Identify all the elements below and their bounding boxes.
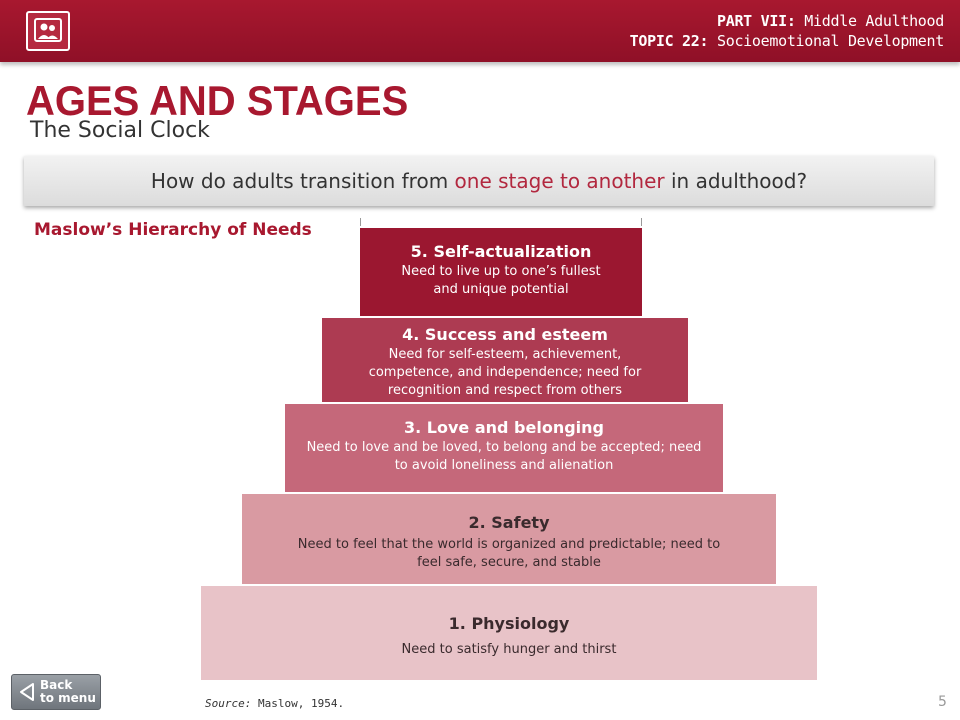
question-text: How do adults transition from one stage to another in adulthood?: [150, 169, 808, 193]
pyramid-level-5: [360, 226, 642, 316]
pyramid-edge-tick: [641, 218, 642, 226]
pyramid-edge-tick: [360, 218, 361, 226]
question-banner: [24, 156, 934, 206]
pyramid-level-1: [201, 584, 817, 680]
part-heading: PART VII: Middle Adulthood: [716, 12, 944, 30]
level-title: 5. Self-actualization: [410, 242, 592, 261]
level-description: Need to live up to one’s fullest and unique potential: [401, 264, 601, 297]
level-title: 4. Success and esteem: [402, 325, 608, 344]
topic-heading: TOPIC 22: Socioemotional Development: [629, 32, 944, 50]
pyramid-level-2: [242, 492, 776, 584]
question-highlight: one stage to another: [454, 169, 665, 193]
people-logo-icon: [26, 11, 70, 51]
level-title: 3. Love and belonging: [404, 418, 604, 437]
source-citation: Source: Maslow, 1954.: [205, 697, 345, 710]
header-banner: [0, 0, 960, 62]
pyramid-level-4: [322, 316, 688, 402]
page-subtitle: The Social Clock: [30, 118, 210, 143]
back-to-menu-button[interactable]: [11, 674, 101, 710]
page-title: AGES AND STAGES: [26, 78, 409, 125]
level-description: Need to love and be loved, to belong and be accepted; need to avoid loneliness and alienation: [306, 440, 702, 473]
level-description: Need for self-esteem, achievement, competence, and independence; need for recognition and respect from others: [368, 347, 642, 398]
level-description: Need to feel that the world is organized and predictable; need to feel safe, secure, and stable: [297, 537, 721, 570]
pyramid-level-3: [285, 402, 723, 492]
level-description: Need to satisfy hunger and thirst: [401, 642, 617, 657]
back-arrow-icon: [18, 682, 36, 702]
level-title: 2. Safety: [468, 513, 550, 532]
hierarchy-label: Maslow’s Hierarchy of Needs: [34, 220, 312, 240]
back-button-label: Back to menu: [40, 678, 96, 705]
page-number: 5: [938, 694, 947, 710]
level-title: 1. Physiology: [448, 614, 570, 633]
